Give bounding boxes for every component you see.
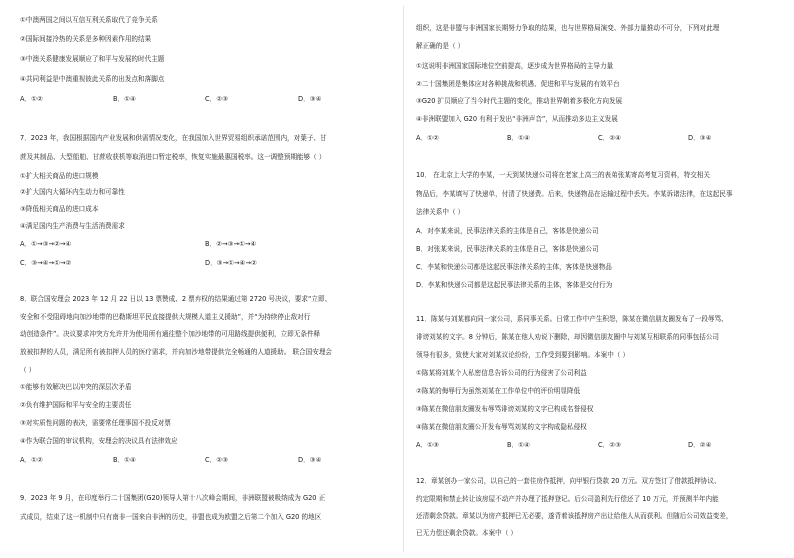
q9-option-d[interactable]: D．③④: [688, 134, 712, 142]
q7-item-4: ④满足国内生产消费与生活消费需求: [20, 222, 125, 230]
q8-item-3: ③对实质性问题的表决，需要常任理事国不投反对票: [20, 419, 171, 427]
q11-option-b[interactable]: B．①④: [507, 441, 530, 449]
q7-item-3: ③降低相关商品的进口成本: [20, 205, 99, 213]
q8-option-b[interactable]: B．①④: [113, 456, 136, 464]
q9-option-b[interactable]: B．①④: [507, 134, 530, 142]
q8-option-d[interactable]: D．③④: [298, 456, 322, 464]
q11-item-4: ④陈某在微信朋友圈公开发布辱骂刘某的文字构成隐私侵权: [416, 423, 587, 431]
q9-item-1: ①这说明非洲国家国际地位空前提高，逐步成为世界格局的主导力量: [416, 62, 614, 70]
q10-stem-line-2: 物品后，李某填写了快递单，付清了快递费。后来，快递物品在运输过程中丢失。李某诉诸法律，在这起民事: [416, 190, 733, 198]
q8-stem-line-2: 安全和不受阻碍地向加沙地带的巴勒斯坦平民直接提供大规模人道主义援助”，并“为持续停止敌对行: [20, 313, 311, 321]
q11-options: [416, 441, 778, 450]
q9-option-c[interactable]: C．②④: [598, 134, 622, 142]
q11-stem-line-1: 11．陈某与刘某都向同一家公司，系同事关系。日常工作中产生积怨，陈某在微信朋友圈发布了一段辱骂、: [416, 315, 728, 323]
q11-option-d[interactable]: D．②④: [688, 441, 712, 449]
q8-option-a[interactable]: A．①②: [20, 456, 43, 464]
q10-stem-line-3: 法律关系中（ ）: [416, 208, 465, 216]
q8-stem-line-5: （ ）: [20, 366, 36, 374]
q8-item-4: ④作为联合国的审议机构，安理会的决议具有法律效应: [20, 437, 178, 445]
q9-item-4: ④非洲联盟加入 G20 有利于发出“非洲声音”，从而推动多边主义发展: [416, 115, 618, 123]
q7-option-b[interactable]: B．②→③→①→④: [205, 240, 257, 248]
q8-stem-line-4: 放被扣押的人员，满足所有被扣押人员的医疗需求，并向加沙地带提供完全畅通的人道援助。 联合国安理会: [20, 348, 333, 356]
q10-option-b[interactable]: B．对张某来说，民事法律关系的主体是自己，客体是快递公司: [416, 245, 599, 253]
q6-item-1: ①中澳两国之间以互信互利关系取代了竞争关系: [20, 16, 158, 24]
q11-item-1: ①陈某将刘某个人私密信息告诉公司的行为侵害了公司利益: [416, 369, 587, 377]
q11-stem-line-3: 领导有很多，致使大家对刘某议论纷纷，工作受到要到影响。本案中（ ）: [416, 351, 630, 359]
q11-option-c[interactable]: C．②③: [598, 441, 622, 449]
q12-stem-line-3: 还清剩余贷款。章某以为房产抵押已无必要，遂背着该抵押房产出让给他人从而获利。但随后公司效益变差，: [416, 512, 733, 520]
q12-stem-line-4: 已无力偿还剩余贷款。本案中（ ）: [416, 529, 518, 537]
q9-stem-line-1: 9．2023 年 9 月，在印度举行二十国集团(G20)领导人第十八次峰会期间，非洲联盟被吸纳成为 G20 正: [20, 494, 326, 502]
q10-option-d[interactable]: D．李某和快递公司都是这起民事法律关系的主体，客体是交付行为: [416, 281, 613, 289]
q8-options: [20, 456, 390, 465]
q6-option-c[interactable]: C．②③: [205, 95, 229, 103]
q11-item-2: ②陈某的侮辱行为虽然刘某在工作单位中的评价明显降低: [416, 387, 581, 395]
q8-item-1: ①能够有效解决巴以冲突的深层次矛盾: [20, 383, 132, 391]
q6-option-a[interactable]: A．①②: [20, 95, 43, 103]
q9-item-3: ③G20 扩员顺应了当今时代主题的变化，推动世界朝着多极化方向发展: [416, 97, 623, 105]
q9-option-a[interactable]: A．①②: [416, 134, 439, 142]
q8-item-2: ②负有维护国际和平与安全的主要责任: [20, 401, 132, 409]
q6-item-3: ③中澳关系健康发展顺应了和平与发展的时代主题: [20, 55, 165, 63]
q7-item-2: ②扩大国内大循环内生动力和可靠性: [20, 188, 125, 196]
q6-item-4: ④共同利益是中澳重视彼此关系的出发点和落脚点: [20, 75, 165, 83]
q6-option-b[interactable]: B．①④: [113, 95, 136, 103]
q6-options: [20, 95, 390, 104]
q9-stem-line-4: 解正确的是（ ）: [416, 42, 465, 50]
q7-option-c[interactable]: C．③→④→①→②: [20, 259, 72, 267]
q10-option-a[interactable]: A．对李某来说，民事法律关系的主体是自己，客体是快递公司: [416, 227, 599, 235]
column-divider: [403, 6, 404, 552]
q7-stem-line-2: 蔗及其制品、大型船舶、甘蔗收获机等取消进口暂定税率，恢复实施最惠国税率。这一调整预期能够（ ）: [20, 153, 326, 161]
q12-stem-line-2: 约定限期和禁止转让该房屋不动产并办理了抵押登记。后公司盈利先行偿还了 10 万元，并预测半年内能: [416, 495, 719, 503]
q8-option-c[interactable]: C．②③: [205, 456, 229, 464]
q7-stem-line-1: 7．2023 年，我国根据国内产业发展和供需情况变化，在我国加入世界贸易组织承诺范围内，对葉子、甘: [20, 134, 327, 142]
q10-option-c[interactable]: C．李某和快递公司都是这起民事法律关系的主体，客体是快递物品: [416, 263, 612, 271]
q7-item-1: ①扩大相关商品的进口规模: [20, 172, 99, 180]
q11-item-3: ③陈某在微信朋友圈发布辱骂诽谤刘某的文字已构成名誉侵权: [416, 405, 594, 413]
q8-stem-line-3: 动创造条件”。决议要求冲突方允许并为使用所有通往整个加沙地带的可用路线提供便利，立即无条件释: [20, 330, 321, 338]
q6-option-d[interactable]: D．③④: [298, 95, 322, 103]
q7-option-d[interactable]: D．③→①→④→②: [205, 259, 257, 267]
q7-option-a[interactable]: A．①→③→②→④: [20, 240, 72, 248]
q11-stem-line-2: 诽谤刘某的文字。8 分钟后，陈某在他人劝说下删除，却因微信朋友圈中与刘某互相联系的同事包括公司: [416, 333, 720, 341]
q8-stem-line-1: 8．联合国安理会 2023 年 12 月 22 日以 13 票赞成、2 票弃权的结果通过第 2720 号决议，要求“立即、: [20, 295, 332, 303]
q7-options-row-1: [20, 240, 390, 249]
q6-item-2: ②国际间接冷热的关系是多种因素作用的结果: [20, 35, 152, 43]
q7-options-row-2: [20, 259, 390, 268]
q10-stem-line-1: 10． 在北京上大学的李某，一天到某快递公司将在老家上高三的表弟张某寄高考复习资料，特交相关: [416, 171, 711, 179]
q9-stem-line-3: 组织，这是非盟与非洲国家长期努力争取的结果，也与世界格局演变、外部力量推动不可分，下列对此理: [416, 24, 720, 32]
q9-options: [416, 134, 778, 143]
q11-option-a[interactable]: A．①③: [416, 441, 439, 449]
q9-stem-line-2: 式成员，结束了这一机制中只有南非一国来自非洲的历史，非盟也成为欧盟之后第二个加入 G20 的地区: [20, 513, 322, 521]
q12-stem-line-1: 12．章某创办一家公司，以自己的一套住房作抵押，向甲银行贷款 20 万元。双方签订了借款抵押协议、: [416, 477, 721, 485]
q9-item-2: ②二十国集团是集体应对各种挑战和机遇、促进和平与发展的有效平台: [416, 80, 620, 88]
